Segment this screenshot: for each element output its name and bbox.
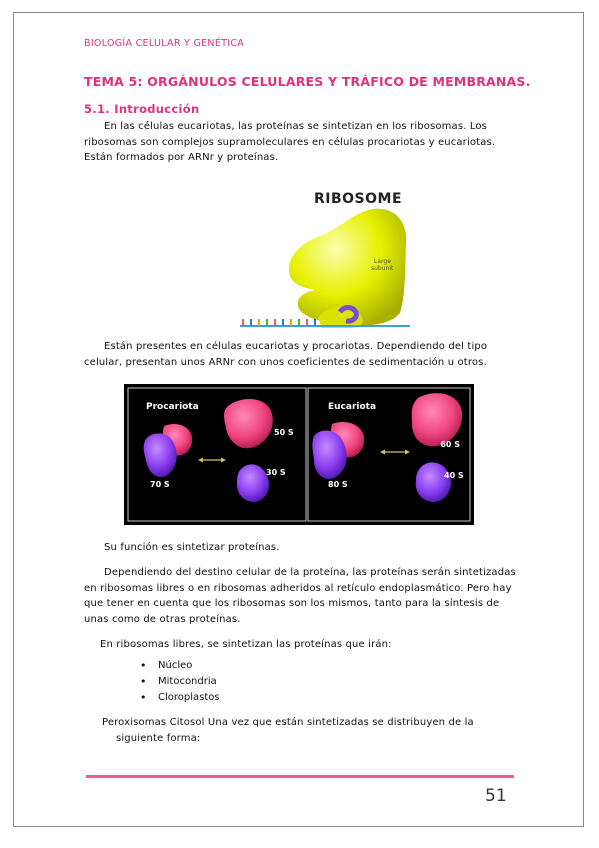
paragraph-distribution xyxy=(84,715,526,746)
running-header: BIOLOGÍA CELULAR Y GENÉTICA xyxy=(84,38,245,49)
prokaryote-50s-label: 50 S xyxy=(274,428,294,437)
eukaryote-label: Eucariota xyxy=(328,402,377,412)
ribosome-illustration xyxy=(240,188,410,328)
paragraph-free-ribosomes: En ribosomas libres, se sintetizan las proteínas que irán: xyxy=(100,639,392,650)
paragraph-location: Dependiendo del destino celular de la proteína, las proteínas serán sintetizadas en ribosomas libres o en ribosomas adheridos al retículo endoplasmático. Pero hay que tener en cuenta que los ribosomas son los mismos, tanto para la síntesis de unas como de otras proteínas. xyxy=(84,567,516,625)
footer-rule xyxy=(86,775,514,778)
sedimentation-figure xyxy=(124,384,474,525)
subunit-label-line1: Large xyxy=(374,258,391,265)
prokaryote-30s-label: 30 S xyxy=(266,468,286,477)
list-item: • Cloroplastos xyxy=(140,690,220,706)
eukaryote-60s-label: 60 S xyxy=(440,440,460,449)
prokaryote-70s-label: 70 S xyxy=(150,480,170,489)
chapter-title: TEMA 5: ORGÁNULOS CELULARES Y TRÁFICO DE MEMBRANAS. xyxy=(84,74,531,89)
subunit-label-line2: subunit xyxy=(371,265,394,272)
ribosome-figure-title: RIBOSOME xyxy=(314,191,403,207)
section-heading: 5.1. Introducción xyxy=(84,102,200,116)
list-item: • Mitocondria xyxy=(140,674,220,690)
prokaryote-label: Procariota xyxy=(146,402,199,412)
paragraph-intro: En las células eucariotas, las proteínas se sintetizan en los ribosomas. Los ribosomas son complejos supramoleculares en células procariotas y eucariotas. Están formados por ARNr y proteínas. xyxy=(84,121,496,163)
eukaryote-80s-label: 80 S xyxy=(328,480,348,489)
page-number: 51 xyxy=(485,786,507,806)
list-item: • Núcleo xyxy=(140,658,220,674)
destination-list xyxy=(140,658,220,706)
eukaryote-40s-label: 40 S xyxy=(444,471,464,480)
distribution-line-2: siguiente forma: xyxy=(116,732,201,744)
paragraph-presence: Están presentes en células eucariotas y procariotas. Dependiendo del tipo celular, presentan unos ARNr con unos coeficientes de sedimentación u otros. xyxy=(84,341,488,368)
distribution-line-1: Peroxisomas Citosol Una vez que están sintetizadas se distribuyen de la xyxy=(102,717,474,728)
paragraph-function: Su función es sintetizar proteínas. xyxy=(104,542,280,553)
